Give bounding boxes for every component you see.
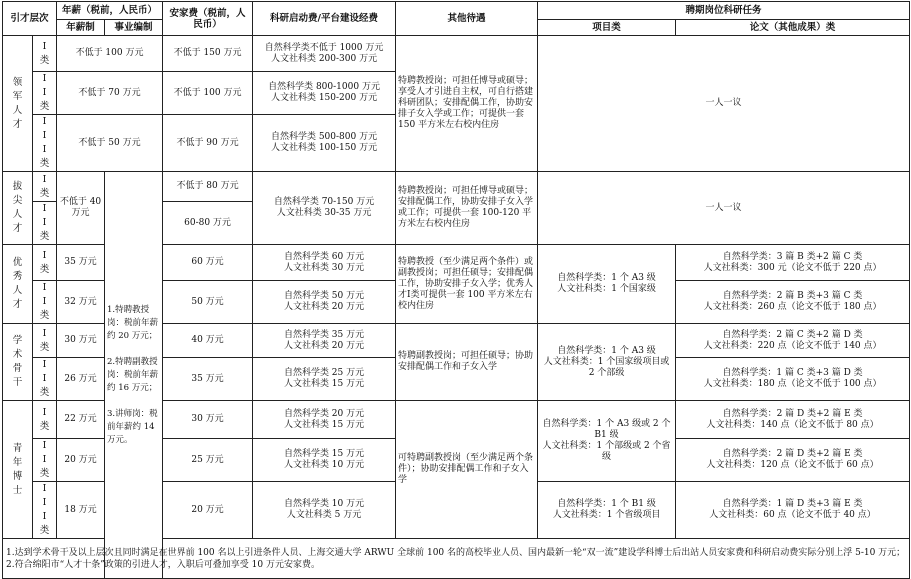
level-label: I I I 类: [33, 115, 57, 172]
startup-cell: 自然科学类 800-1000 万元 人文社科类 150-200 万元: [253, 72, 396, 115]
paper-cell: 自然科学类：1 篇 C 类+3 篇 D 类 人文社科类：180 点（论文不低于 100 点）: [676, 358, 910, 401]
startup-cell: 自然科学类 70-150 万元 人文社科类 30-35 万元: [253, 172, 396, 245]
talent-policy-table: [2, 1, 910, 579]
settle-cell: 不低于 80 万元: [163, 172, 253, 202]
startup-cell: 自然科学类 10 万元 人文社科类 5 万元: [253, 482, 396, 539]
project-cell: 自然科学类：1 个 A3 级 人文社科类：1 个国家级项目或 2 个部级: [538, 324, 676, 401]
group-top: 拔 尖 人 才: [3, 172, 33, 245]
salary-cell: 32 万元: [57, 281, 105, 324]
project-cell: 自然科学类：1 个 A3 级 人文社科类：1 个国家级: [538, 245, 676, 324]
salary-cell: 不低于 50 万元: [57, 115, 163, 172]
level-label: I I I 类: [33, 482, 57, 539]
level-label: I 类: [33, 324, 57, 358]
settle-cell: 25 万元: [163, 439, 253, 482]
group-leading: 领 军 人 才: [3, 36, 33, 172]
paper-cell: 自然科学类：3 篇 B 类+2 篇 C 类 人文社科类：300 元（论文不低于 220 点）: [676, 245, 910, 281]
settle-cell: 60-80 万元: [163, 202, 253, 245]
level-label: I 类: [33, 172, 57, 202]
level-label: I I 类: [33, 72, 57, 115]
settle-cell: 60 万元: [163, 245, 253, 281]
startup-cell: 自然科学类 15 万元 人文社科类 10 万元: [253, 439, 396, 482]
header-salary: 年薪（税前，人民币）: [57, 2, 163, 20]
benefits-cell: 特聘副教授岗；可担任硕导；协助安排配偶工作和子女入学: [396, 324, 538, 401]
benefits-cell: 特聘教授岗；可担任博导或硕导；安排配偶工作，协助安排子女入学或工作；可提供一套 100-120 平方米左右校内住房: [396, 172, 538, 245]
settle-cell: 不低于 100 万元: [163, 72, 253, 115]
salary-cell: 不低于 70 万元: [57, 72, 163, 115]
settle-cell: 不低于 150 万元: [163, 36, 253, 72]
salary-cell: 30 万元: [57, 324, 105, 358]
level-label: I 类: [33, 401, 57, 439]
settle-cell: 30 万元: [163, 401, 253, 439]
startup-cell: 自然科学类 500-800 万元 人文社科类 100-150 万元: [253, 115, 396, 172]
startup-cell: 自然科学类 60 万元 人文社科类 30 万元: [253, 245, 396, 281]
salary-cell: 不低于 100 万元: [57, 36, 163, 72]
tasks-cell: 一人一议: [538, 36, 910, 172]
project-cell: 自然科学类：1 个 A3 级或 2 个 B1 级 人文社科类：1 个部级或 2 个省级: [538, 401, 676, 482]
benefits-cell: 特聘教授岗；可担任博导或硕导；享受人才引进自主权，可自行搭建科研团队；安排配偶工作，协助安排子女入学或工作；可提供一套 150 平方米左右校内住房: [396, 36, 538, 172]
level-label: I I 类: [33, 202, 57, 245]
settle-cell: 不低于 90 万元: [163, 115, 253, 172]
salary-cell: 不低于 40 万元: [57, 172, 105, 245]
settle-cell: 35 万元: [163, 358, 253, 401]
startup-cell: 自然科学类 35 万元 人文社科类 20 万元: [253, 324, 396, 358]
header-tasks: 聘期岗位科研任务: [538, 2, 910, 20]
startup-cell: 自然科学类 20 万元 人文社科类 15 万元: [253, 401, 396, 439]
startup-cell: 自然科学类不低于 1000 万元 人文社科类 200-300 万元: [253, 36, 396, 72]
level-label: I I 类: [33, 439, 57, 482]
benefits-cell: 特聘教授（至少满足两个条件）或副教授岗；可担任硕导；安排配偶工作，协助安排子女入学；优秀人才I类可提供一套 100 平方米左右校内住房: [396, 245, 538, 324]
paper-cell: 自然科学类：2 篇 B 类+3 篇 C 类 人文社科类：260 点（论文不低于 180 点）: [676, 281, 910, 324]
level-label: I 类: [33, 245, 57, 281]
table-note: 1.达到学术骨干及以上层次且同时满足在世界前 100 名以上引进条件人员、上海交通大学 ARWU 全球前 100 名的高校毕业人员、国内最新一轮“双一流”建设学科博士后出站人员安家费和科研启动费实际分别上浮 5-10 万元；2.符合绵阳市“人才十条”政策的引进人才，入职后可叠加享受 10 万元安家费。: [3, 539, 910, 579]
project-cell: 自然科学类：1 个 B1 级 人文社科类：1 个省级项目: [538, 482, 676, 539]
salary-cell: 22 万元: [57, 401, 105, 439]
header-tasks-paper: 论文（其他成果）类: [676, 20, 910, 36]
staff-salary-cell: 1.特聘教授岗：税前年薪约 20 万元； 2.特聘副教授岗：税前年薪约 16 万元； 3.讲师岗：税前年薪约 14 万元。: [105, 172, 163, 579]
paper-cell: 自然科学类：1 篇 D 类+3 篇 E 类 人文社科类：60 点（论文不低于 40 点）: [676, 482, 910, 539]
group-excellent: 优 秀 人 才: [3, 245, 33, 324]
header-category: 引才层次: [3, 2, 57, 36]
startup-cell: 自然科学类 50 万元 人文社科类 20 万元: [253, 281, 396, 324]
salary-cell: 20 万元: [57, 439, 105, 482]
settle-cell: 50 万元: [163, 281, 253, 324]
salary-cell: 26 万元: [57, 358, 105, 401]
header-salary-contract: 年薪制: [57, 20, 105, 36]
group-young: 青 年 博 士: [3, 401, 33, 539]
header-settle: 安家费（税前，人民币）: [163, 2, 253, 36]
paper-cell: 自然科学类：2 篇 D 类+2 篇 E 类 人文社科类：120 点（论文不低于 60 点）: [676, 439, 910, 482]
benefits-cell: 可特聘副教授岗（至少满足两个条件）；协助安排配偶工作和子女入学: [396, 401, 538, 539]
group-academic: 学 术 骨 干: [3, 324, 33, 401]
salary-cell: 35 万元: [57, 245, 105, 281]
salary-cell: 18 万元: [57, 482, 105, 539]
header-tasks-project: 项目类: [538, 20, 676, 36]
level-label: I I 类: [33, 281, 57, 324]
header-benefits: 其他待遇: [396, 2, 538, 36]
level-label: I 类: [33, 36, 57, 72]
level-label: I I 类: [33, 358, 57, 401]
settle-cell: 20 万元: [163, 482, 253, 539]
startup-cell: 自然科学类 25 万元 人文社科类 15 万元: [253, 358, 396, 401]
header-startup: 科研启动费/平台建设经费: [253, 2, 396, 36]
tasks-cell: 一人一议: [538, 172, 910, 245]
paper-cell: 自然科学类：2 篇 D 类+2 篇 E 类 人文社科类：140 点（论文不低于 80 点）: [676, 401, 910, 439]
settle-cell: 40 万元: [163, 324, 253, 358]
paper-cell: 自然科学类：2 篇 C 类+2 篇 D 类 人文社科类：220 点（论文不低于 140 点）: [676, 324, 910, 358]
header-salary-staff: 事业编制: [105, 20, 163, 36]
